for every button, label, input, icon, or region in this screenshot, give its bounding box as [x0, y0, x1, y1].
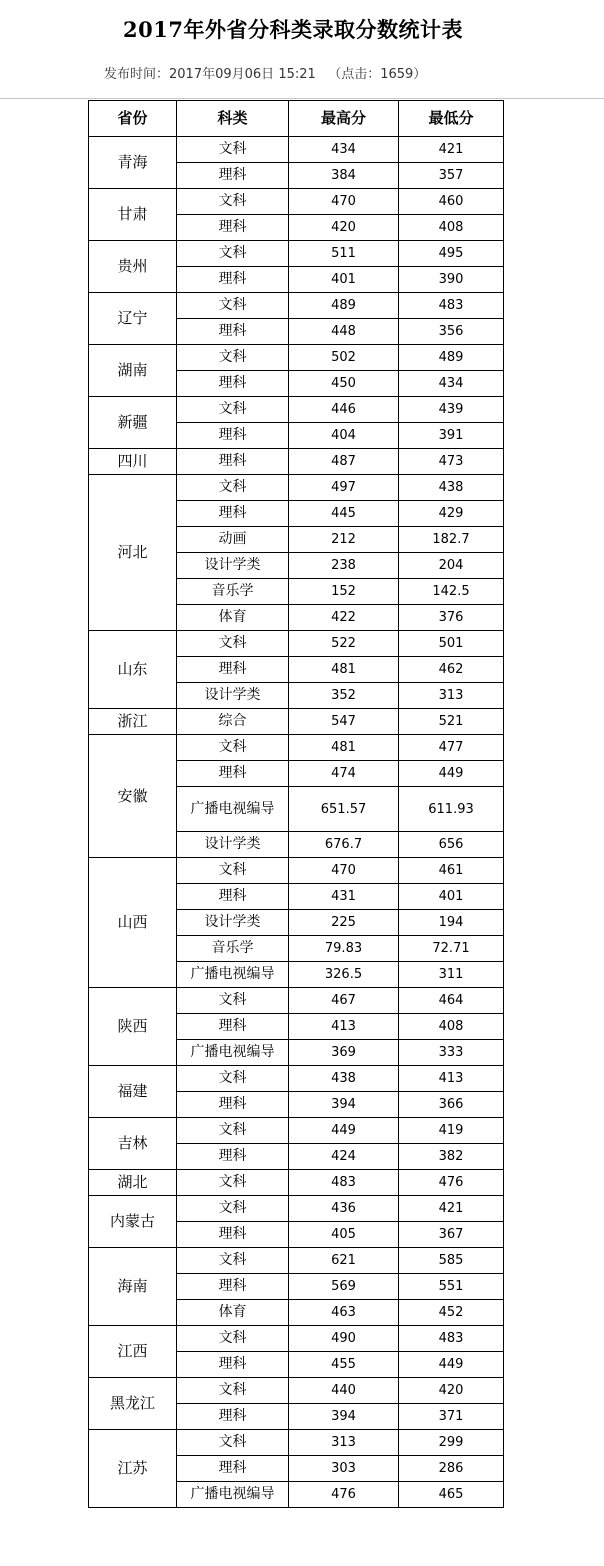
subject-cell: 文科: [177, 858, 289, 884]
max-score-cell: 79.83: [289, 936, 399, 962]
min-score-cell: 408: [399, 215, 504, 241]
min-score-cell: 408: [399, 1014, 504, 1040]
max-score-cell: 483: [289, 1170, 399, 1196]
min-score-cell: 521: [399, 709, 504, 735]
min-score-cell: 420: [399, 1378, 504, 1404]
min-score-cell: 367: [399, 1222, 504, 1248]
table-row: [89, 631, 504, 657]
max-score-cell: 446: [289, 397, 399, 423]
min-score-cell: 357: [399, 163, 504, 189]
min-score-cell: 462: [399, 657, 504, 683]
max-score-cell: 547: [289, 709, 399, 735]
min-score-cell: 501: [399, 631, 504, 657]
max-score-cell: 470: [289, 858, 399, 884]
subject-cell: 理科: [177, 449, 289, 475]
province-cell: 四川: [89, 449, 177, 475]
max-score-cell: 676.7: [289, 832, 399, 858]
min-score-cell: 438: [399, 475, 504, 501]
min-score-cell: 460: [399, 189, 504, 215]
min-score-cell: 449: [399, 1352, 504, 1378]
subject-cell: 文科: [177, 1066, 289, 1092]
subject-cell: 文科: [177, 345, 289, 371]
subject-cell: 体育: [177, 605, 289, 631]
subject-cell: 广播电视编导: [177, 1040, 289, 1066]
max-score-cell: 445: [289, 501, 399, 527]
subject-cell: 音乐学: [177, 936, 289, 962]
subject-cell: 体育: [177, 1300, 289, 1326]
max-score-cell: 470: [289, 189, 399, 215]
province-cell: 湖南: [89, 345, 177, 397]
max-score-cell: 467: [289, 988, 399, 1014]
min-score-cell: 421: [399, 1196, 504, 1222]
subject-cell: 文科: [177, 1170, 289, 1196]
min-score-cell: 483: [399, 293, 504, 319]
subject-cell: 理科: [177, 884, 289, 910]
province-cell: 安徽: [89, 735, 177, 858]
table-row: [89, 709, 504, 735]
max-score-cell: 497: [289, 475, 399, 501]
subject-cell: 文科: [177, 1196, 289, 1222]
min-score-cell: 366: [399, 1092, 504, 1118]
max-score-cell: 422: [289, 605, 399, 631]
subject-cell: 理科: [177, 1014, 289, 1040]
subject-cell: 理科: [177, 267, 289, 293]
subject-cell: 动画: [177, 527, 289, 553]
min-score-cell: 477: [399, 735, 504, 761]
min-score-cell: 194: [399, 910, 504, 936]
header-min-score: 最低分: [399, 101, 504, 137]
province-cell: 新疆: [89, 397, 177, 449]
max-score-cell: 394: [289, 1092, 399, 1118]
max-score-cell: 152: [289, 579, 399, 605]
max-score-cell: 401: [289, 267, 399, 293]
subject-cell: 文科: [177, 1378, 289, 1404]
subject-cell: 理科: [177, 1092, 289, 1118]
min-score-cell: 439: [399, 397, 504, 423]
subject-cell: 文科: [177, 1118, 289, 1144]
max-score-cell: 434: [289, 137, 399, 163]
header-divider: [0, 98, 604, 99]
table-body: [89, 137, 504, 1508]
max-score-cell: 405: [289, 1222, 399, 1248]
max-score-cell: 490: [289, 1326, 399, 1352]
publish-meta: [104, 63, 426, 82]
min-score-cell: 390: [399, 267, 504, 293]
max-score-cell: 238: [289, 553, 399, 579]
max-score-cell: 481: [289, 735, 399, 761]
publish-label: 发布时间：: [104, 67, 170, 82]
max-score-cell: 225: [289, 910, 399, 936]
province-cell: 江西: [89, 1326, 177, 1378]
min-score-cell: 656: [399, 832, 504, 858]
subject-cell: 广播电视编导: [177, 962, 289, 988]
max-score-cell: 449: [289, 1118, 399, 1144]
province-cell: 山东: [89, 631, 177, 709]
province-cell: 甘肃: [89, 189, 177, 241]
subject-cell: 综合: [177, 709, 289, 735]
max-score-cell: 303: [289, 1456, 399, 1482]
max-score-cell: 502: [289, 345, 399, 371]
max-score-cell: 369: [289, 1040, 399, 1066]
max-score-cell: 569: [289, 1274, 399, 1300]
min-score-cell: 489: [399, 345, 504, 371]
max-score-cell: 450: [289, 371, 399, 397]
min-score-cell: 413: [399, 1066, 504, 1092]
province-cell: 海南: [89, 1248, 177, 1326]
min-score-cell: 286: [399, 1456, 504, 1482]
min-score-cell: 429: [399, 501, 504, 527]
table-row: [89, 189, 504, 215]
max-score-cell: 420: [289, 215, 399, 241]
subject-cell: 设计学类: [177, 683, 289, 709]
subject-cell: 理科: [177, 501, 289, 527]
subject-cell: 设计学类: [177, 910, 289, 936]
subject-cell: 理科: [177, 319, 289, 345]
subject-cell: 文科: [177, 189, 289, 215]
subject-cell: 文科: [177, 988, 289, 1014]
max-score-cell: 413: [289, 1014, 399, 1040]
max-score-cell: 621: [289, 1248, 399, 1274]
min-score-cell: 476: [399, 1170, 504, 1196]
subject-cell: 文科: [177, 631, 289, 657]
subject-cell: 文科: [177, 397, 289, 423]
min-score-cell: 333: [399, 1040, 504, 1066]
subject-cell: 文科: [177, 137, 289, 163]
min-score-cell: 419: [399, 1118, 504, 1144]
max-score-cell: 352: [289, 683, 399, 709]
score-table: [88, 100, 504, 1508]
table-row: [89, 735, 504, 761]
max-score-cell: 474: [289, 761, 399, 787]
province-cell: 浙江: [89, 709, 177, 735]
table-row: [89, 397, 504, 423]
subject-cell: 文科: [177, 1430, 289, 1456]
subject-cell: 理科: [177, 761, 289, 787]
min-score-cell: 391: [399, 423, 504, 449]
province-cell: 贵州: [89, 241, 177, 293]
table-row: [89, 1326, 504, 1352]
max-score-cell: 481: [289, 657, 399, 683]
max-score-cell: 455: [289, 1352, 399, 1378]
table-row: [89, 475, 504, 501]
max-score-cell: 436: [289, 1196, 399, 1222]
subject-cell: 文科: [177, 1248, 289, 1274]
max-score-cell: 440: [289, 1378, 399, 1404]
table-row: [89, 449, 504, 475]
max-score-cell: 313: [289, 1430, 399, 1456]
min-score-cell: 204: [399, 553, 504, 579]
min-score-cell: 313: [399, 683, 504, 709]
min-score-cell: 182.7: [399, 527, 504, 553]
max-score-cell: 326.5: [289, 962, 399, 988]
subject-cell: 理科: [177, 423, 289, 449]
subject-cell: 理科: [177, 1404, 289, 1430]
subject-cell: 音乐学: [177, 579, 289, 605]
province-cell: 山西: [89, 858, 177, 988]
min-score-cell: 356: [399, 319, 504, 345]
min-score-cell: 585: [399, 1248, 504, 1274]
table-row: [89, 858, 504, 884]
min-score-cell: 72.71: [399, 936, 504, 962]
max-score-cell: 487: [289, 449, 399, 475]
min-score-cell: 452: [399, 1300, 504, 1326]
max-score-cell: 384: [289, 163, 399, 189]
province-cell: 福建: [89, 1066, 177, 1118]
subject-cell: 理科: [177, 1456, 289, 1482]
table-row: [89, 1248, 504, 1274]
table-row: [89, 137, 504, 163]
subject-cell: 文科: [177, 293, 289, 319]
province-cell: 江苏: [89, 1430, 177, 1508]
subject-cell: 理科: [177, 163, 289, 189]
table-row: [89, 1430, 504, 1456]
min-score-cell: 473: [399, 449, 504, 475]
max-score-cell: 522: [289, 631, 399, 657]
publish-time: 2017年09月06日 15:21: [169, 67, 316, 82]
subject-cell: 理科: [177, 657, 289, 683]
min-score-cell: 376: [399, 605, 504, 631]
min-score-cell: 611.93: [399, 787, 504, 832]
min-score-cell: 382: [399, 1144, 504, 1170]
subject-cell: 文科: [177, 241, 289, 267]
page-title: 2017年外省分科类录取分数统计表: [123, 17, 463, 42]
table-row: [89, 241, 504, 267]
province-cell: 黑龙江: [89, 1378, 177, 1430]
min-score-cell: 401: [399, 884, 504, 910]
subject-cell: 设计学类: [177, 553, 289, 579]
max-score-cell: 511: [289, 241, 399, 267]
table-row: [89, 1378, 504, 1404]
min-score-cell: 434: [399, 371, 504, 397]
min-score-cell: 461: [399, 858, 504, 884]
table-row: [89, 988, 504, 1014]
province-cell: 河北: [89, 475, 177, 631]
max-score-cell: 651.57: [289, 787, 399, 832]
table-row: [89, 1170, 504, 1196]
subject-cell: 广播电视编导: [177, 1482, 289, 1508]
province-cell: 陕西: [89, 988, 177, 1066]
header-max-score: 最高分: [289, 101, 399, 137]
province-cell: 湖北: [89, 1170, 177, 1196]
max-score-cell: 394: [289, 1404, 399, 1430]
min-score-cell: 465: [399, 1482, 504, 1508]
header-province: 省份: [89, 101, 177, 137]
max-score-cell: 424: [289, 1144, 399, 1170]
subject-cell: 文科: [177, 475, 289, 501]
max-score-cell: 404: [289, 423, 399, 449]
header-subject: 科类: [177, 101, 289, 137]
min-score-cell: 449: [399, 761, 504, 787]
min-score-cell: 299: [399, 1430, 504, 1456]
subject-cell: 理科: [177, 1352, 289, 1378]
subject-cell: 理科: [177, 1144, 289, 1170]
subject-cell: 理科: [177, 1274, 289, 1300]
province-cell: 青海: [89, 137, 177, 189]
province-cell: 辽宁: [89, 293, 177, 345]
min-score-cell: 142.5: [399, 579, 504, 605]
max-score-cell: 438: [289, 1066, 399, 1092]
min-score-cell: 371: [399, 1404, 504, 1430]
subject-cell: 广播电视编导: [177, 787, 289, 832]
max-score-cell: 476: [289, 1482, 399, 1508]
max-score-cell: 448: [289, 319, 399, 345]
max-score-cell: 489: [289, 293, 399, 319]
min-score-cell: 421: [399, 137, 504, 163]
click-count: （点击：1659）: [328, 67, 427, 82]
max-score-cell: 431: [289, 884, 399, 910]
table-row: [89, 293, 504, 319]
min-score-cell: 483: [399, 1326, 504, 1352]
subject-cell: 文科: [177, 1326, 289, 1352]
max-score-cell: 463: [289, 1300, 399, 1326]
min-score-cell: 551: [399, 1274, 504, 1300]
table-row: [89, 1196, 504, 1222]
province-cell: 内蒙古: [89, 1196, 177, 1248]
table-row: [89, 345, 504, 371]
subject-cell: 设计学类: [177, 832, 289, 858]
subject-cell: 理科: [177, 215, 289, 241]
min-score-cell: 495: [399, 241, 504, 267]
min-score-cell: 311: [399, 962, 504, 988]
subject-cell: 理科: [177, 1222, 289, 1248]
table-header-row: [89, 101, 504, 137]
subject-cell: 理科: [177, 371, 289, 397]
table-row: [89, 1066, 504, 1092]
min-score-cell: 464: [399, 988, 504, 1014]
subject-cell: 文科: [177, 735, 289, 761]
table-row: [89, 1118, 504, 1144]
province-cell: 吉林: [89, 1118, 177, 1170]
max-score-cell: 212: [289, 527, 399, 553]
